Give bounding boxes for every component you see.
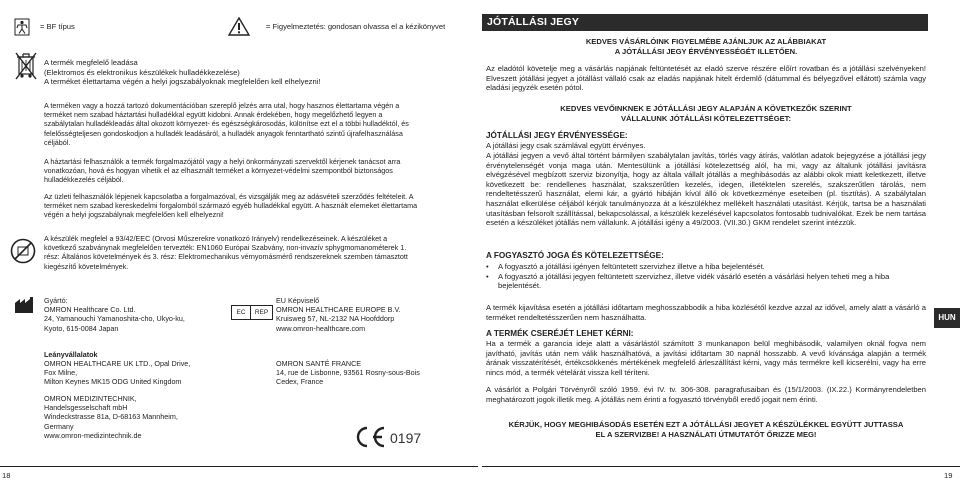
right-footer-rule (482, 466, 960, 467)
weee-line: (Elektromos és elektronikus készülékek hulladékkezelése) (44, 67, 240, 77)
ce-number: 0197 (390, 430, 422, 446)
left-page-number: 18 (2, 471, 11, 480)
france-address (276, 359, 446, 387)
header-title: JÓTÁLLÁSI JEGY (487, 16, 580, 28)
uk-line: Fox Milne, (44, 368, 78, 378)
exchange-text: Ha a termék a garancia ideje alatt a vásárlástól számított 3 munkanapon belül meghibásodik, valamilyen oknál fogva nem javítható, javítás után nem válik használhatóvá, a javítási időtartam 30 napnál hosszabb. A vevő kívánsága alapján a termék árának visszatérítését, értékcsökkenés mértékének megfelelő árleszállítást kérni, vagy más termékre kell kicserélni, vagy ha erre nincs mód, a termék vételárát vissza kell téríteni. (486, 339, 926, 377)
list-item-text: A fogyasztó a jótállási igényen feltüntetett szervizhez illetve a hiba bejelentését. (498, 262, 765, 271)
germany-line: Handelsgesselschaft mbH (44, 403, 128, 413)
exchange-title: A TERMÉK CSERÉJÉT LEHET KÉRNI: (486, 329, 634, 338)
bullet-icon: • (486, 262, 489, 271)
validity-line: A jótállási jegy csak számlával együtt érvényes. (486, 141, 646, 150)
uk-line: OMRON HEALTHCARE UK LTD., Opal Drive, (44, 359, 191, 368)
ec-rep-symbol (231, 305, 273, 320)
eu-rep-line: OMRON HEALTHCARE EUROPE B.V. (276, 305, 401, 315)
list-item-text: A fogyasztó a jótállási jegyen feltüntetett szervizhez, illetve vidék vásárló esetén a vásárlási helyen teheti meg a hiba bejelentését. (498, 271, 890, 291)
germany-line: Windeckstrasse 81a, D-68163 Mannheim, (44, 412, 178, 422)
intro-heading (486, 37, 926, 56)
household-paragraph: A háztartási felhasználók a termék forgalmazójától vagy a helyi önkormányzati szervektől kérjenek tanácsot arra vonatkozóan, hová és hogyan vihetik el az elhasznált terméket a környezet-védelmi szempontból biztonságos hulladékkezelés céljából. (44, 157, 401, 185)
bf-type-icon (14, 18, 30, 36)
weee-line: A termék megfelelő leadása (44, 58, 138, 67)
intro-text: Az eladótól követelje meg a vásárlás napjának feltüntetését az eladó szerve részére előírt rovatban és a jótállási szelvényeken! Elveszett jótállási jegyet a jótállást vállaló csak az eladás napjának hitelt érdemlő (dátummal és bélyegzővel ellátott) számla vagy eladási jegyzék esetén pótol. (486, 64, 926, 93)
weee-bin-icon (14, 50, 38, 80)
ec-label: EC (232, 306, 251, 319)
obligation-heading (486, 104, 926, 123)
law-text: A vásárlót a Polgári Törvényről szóló 1959. évi IV. tv. 306-308. paragrafusaiban és (15/1/2003. (IX.22.) Kormányrendeletben meghatározott jogok illetik meg. A jótállás nem érinti a fogyasztó törvényből eredő jogait nem érinti. (486, 385, 926, 404)
manufacturer-icon (14, 296, 34, 314)
eu-rep-line: Kruisweg 57, NL-2132 NA Hoofddorp (276, 314, 395, 324)
eu-rep-line: EU Képviselő (276, 296, 320, 305)
germany-line: www.omron-medizintechnik.de (44, 430, 142, 440)
eu-rep-line: www.omron-healthcare.com (276, 323, 366, 333)
subsidiaries-title: Leányvállalatok (44, 350, 98, 359)
business-paragraph: Az üzleti felhasználók lépjenek kapcsolatba a forgalmazóval, és vizsgálják meg az adásvételi szerződés feltételeit. A terméket nem szabad kereskedelmi forgalomból származó egyéb hulladékkal együtt. A használt elemeket élettartama végén a helyi jogszabálynak megfelelően kell elhelyezni! (44, 192, 418, 220)
manufacturer-line: Gyártó: (44, 296, 68, 305)
rep-label: REP (254, 309, 269, 316)
manufacturer-line: Kyoto, 615-0084 Japan (44, 323, 119, 333)
left-footer-rule (0, 466, 478, 467)
uk-line: Milton Keynes MK15 ODG United Kingdom (44, 377, 182, 387)
ce-mark-icon (352, 426, 386, 448)
header-bar (482, 14, 928, 31)
closing-note (486, 420, 926, 439)
manufacturer-line: OMRON Healthcare Co. Ltd. (44, 305, 136, 315)
france-line: 14, rue de Lisbonne, 93561 Rosny-sous-Bois (276, 368, 420, 378)
germany-line: OMRON MEDIZINTECHNIK, (44, 394, 137, 403)
list-item (486, 262, 926, 272)
standards-paragraph: A készülék megfelel a 93/42/EEC (Orvosi Műszerekre vonatkozó Irányelv) rendelkezéseinek. A készüléket a következő szabványnak megfelelően tervezték: EN1060 Európai Szabvány, non-invazív sphygmomanométerek 1. rész: Általános követelmények és 3. rész: Elektromechanikus vérnyomásmérő rendszereknek szemben támasztott kiegészítő követelmények. (44, 234, 408, 271)
obligation-heading-line: VÁLLALUNK JÓTÁLLÁSI KÖTELEZETTSÉGET: (620, 113, 791, 123)
intro-heading-line: KEDVES VÁSÁRLÓINK FIGYELMÉBE AJÁNLJUK AZ ALÁBBIAKAT (585, 37, 827, 46)
consumer-rights-title: A FOGYASZTÓ JOGA ÉS KÖTELEZETTSÉGE: (486, 251, 664, 260)
uk-address (44, 359, 244, 387)
manufacturer-block (44, 296, 244, 333)
legend-warning: = Figyelmeztetés: gondosan olvassa el a kézikönyvet (266, 22, 446, 31)
intro-heading-line: A JÓTÁLLÁSI JEGY ÉRVÉNYESSÉGÉT ILLETŐEN. (614, 46, 798, 56)
right-page-number: 19 (944, 471, 953, 480)
france-line: OMRON SANTÉ FRANCE (276, 359, 362, 368)
legend-bf: = BF típus (40, 22, 75, 31)
closing-line: EL A SZERVIZBE! A HASZNÁLATI ÚTMUTATÓT ŐRIZZE MEG! (595, 429, 817, 439)
validity-title: JÓTÁLLÁSI JEGY ÉRVÉNYESSÉGE: (486, 131, 628, 140)
weee-text (44, 58, 364, 87)
list-item (486, 272, 926, 291)
language-tab (934, 308, 960, 328)
germany-address (44, 394, 244, 440)
manufacturer-line: 24, Yamanouchi Yamanoshita-cho, Ukyo-ku, (44, 314, 185, 324)
obligation-heading-line: KEDVES VEVŐINKNEK E JÓTÁLLÁSI JEGY ALAPJÁN A KÖVETKEZŐK SZERINT (560, 104, 852, 113)
language-tab-label: HUN (938, 313, 956, 322)
disposal-paragraph: A terméken vagy a hozzá tartozó dokumentációban szereplő jelzés arra utal, hogy hasznos élettartama végén a terméket nem szabad háztartási hulladékkal együtt kidobni. Annak érdekében, hogy megelőzhető legyen a szabálytalan hulladékleadás által okozott környezet- és egészségkárosodás, különítse ezt el a többi hulladéktól, és felelősségteljesen gondoskodjon a hulladék leadásáról, a hulladék anyagok fenntartható szintű újrafelhasználása céljából. (44, 101, 409, 147)
weee-line: A terméket élettartama végén a helyi jogszabályoknak megfelelően kell elhelyezni! (44, 77, 321, 87)
warning-icon (228, 17, 250, 36)
closing-line: KÉRJÜK, HOGY MEGHIBÁSODÁS ESETÉN EZT A JÓTÁLLÁSI JEGYET A KÉSZÜLÉKKEL EGYÜTT JUTTASSA (508, 420, 904, 429)
no-disposal-icon (10, 238, 36, 264)
france-line: Cedex, France (276, 377, 324, 387)
eu-rep-block (276, 296, 446, 333)
validity-text: A jótállási jegyen a vevő által történt bármilyen szabálytalan javítás, törlés vagy átírás, valótlan adatok bejegyzése a jótállási jegy érvénytelenségét vonja maga után. Mentesülünk a jótállási kötelezettség alól, ha mi, vagy az általunk jótállási javításra elvégzésével megbízott szerviz bizonyítja, hogy az általa vállalt jótállás a meghibásodás az alábbi okok miatt keletkezett, illetve következett be: rendellenes használat, szakszerűtlen kezelés, idegen, illetéktelen szerelés, szakszerűtlen tárolás, nem rendeltetésszerű használat, elemi kár, a gyártó hibáján kívül álló ok következménye eseteiben (pl. tisztítás). A szabálytalan használat elkerülése céljából kérjük tanulmányozza át a készülékhez mellékelt használati utasítást. Kérjük, tartsa be a használati utasításban felsorolt szállítással, bekapcsolással, a készülék kezelésével kapcsolatos fontosabb tudnivalókat. Ezek be nem tartása esetén a készüléket jótállás nem vállalunk. A jótállási igény a 49/2003. (VII.30.) GKM rendelet szerint intézzük. (486, 151, 926, 228)
bullet-icon: • (486, 271, 489, 281)
repair-extension-text: A termék kijavítása esetén a jótállási időtartam meghosszabbodik a hiba közlésétől kezdve azzal az idővel, amely alatt a vásárló a terméket rendeltetésszerűen nem használhatta. (486, 303, 926, 322)
germany-line: Germany (44, 421, 74, 431)
consumer-rights-list (486, 262, 926, 291)
